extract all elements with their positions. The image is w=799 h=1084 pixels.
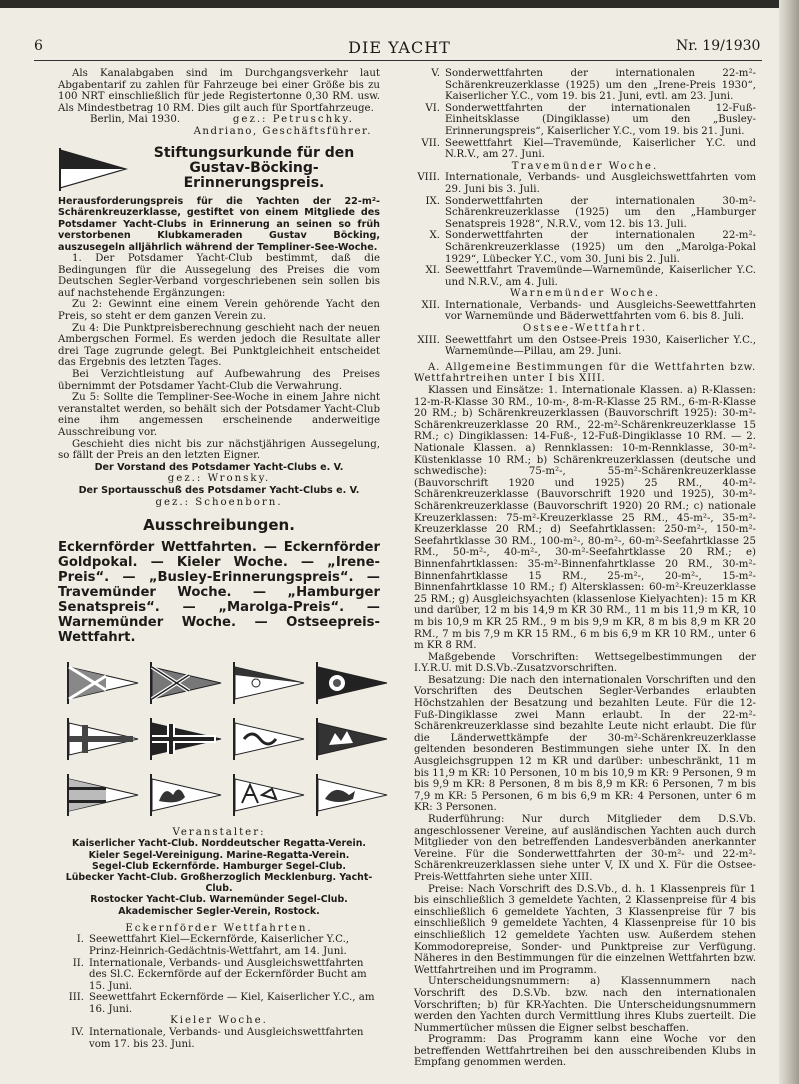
pennant-icon (315, 717, 390, 761)
list-item: III. Seewettfahrt Eckernförde — Kiel, Kaiserlicher Y.C., am 16. Juni. (68, 992, 375, 1015)
scan-right-edge (779, 0, 799, 1084)
pennant-icon (149, 773, 224, 817)
club-pennants (66, 661, 380, 817)
page-number: 6 (34, 38, 43, 54)
ausschreibungen-lead: Eckernförder Wettfahrten. — Eckernförder Goldpokal. — Kieler Woche. — „Irene-Preis“. — „Busley-Erinnerungspreis“. — Travemünder Woche. — „Hamburger Senatspreis“. — „Marolga-Preis“. — Warnemünder Woche. — Ostseepreis-Wettfahrt. (58, 539, 380, 645)
list-item: X. Sonderwettfahrten der internationalen 22-m²-Schärenkreuzerklasse (1925) um den „Marolga-Pokal 1929“, Lübecker Y.C., vom 30. Juni bis 2. Juli. (429, 230, 756, 265)
list-item: I. Seewettfahrt Kiel—Eckernförde, Kaiserlicher Y.C., Prinz-Heinrich-Gedächtnis-Wettfahrt, am 14. Juni. (76, 934, 350, 957)
issue-number: Nr. 19/1930 (676, 38, 761, 54)
scan-top-border (0, 0, 799, 8)
travemuende-heading: Travemünder Woche. (511, 160, 659, 172)
warnemuende-heading: Warnemünder Woche. (509, 288, 660, 300)
sportausschuss-signature: gez.: Schoenborn. (155, 496, 283, 508)
magazine-title: DIE YACHT (348, 38, 451, 57)
sportausschuss: Der Sportausschuß des Potsdamer Yacht-Clubs e. V. (78, 484, 360, 496)
organizer-line: Kaiserlicher Yacht-Club. Norddeutscher Regatta-Verein. (72, 838, 366, 850)
signature-petruschky: gez.: Petruschky. (232, 114, 354, 126)
general-rules-heading: A. Allgemeine Bestimmungen für die Wettfahrten bzw. Wettfahrtreihen unter I bis XIII. (414, 361, 756, 385)
pennant-icon (66, 717, 141, 761)
pennant-icon (66, 661, 141, 705)
veranstalter-heading: Veranstalter: (172, 826, 266, 838)
left-column (58, 68, 380, 1050)
governing-rules: Maßgebende Vorschriften: Wettsegelbestimmungen der I.Y.R.U. mit D.S.Vb.-Zusatzvorschriften. (414, 651, 756, 675)
vorstand: Der Vorstand des Potsdamer Yacht-Clubs e. V. (94, 461, 344, 473)
stiftung-p1: 1. Der Potsdamer Yacht-Club bestimmt, daß die Bedingungen für die Aussegelung des Preises die vom Deutschen Segler-Verband vorgeschriebenen sein sollen bis auf nachstehende Ergänzungen: (58, 253, 380, 299)
pennant-icon (232, 717, 307, 761)
kieler-woche-heading: Kieler Woche. (170, 1015, 268, 1027)
pennant-icon (232, 773, 307, 817)
organizer-line: Akademischer Segler-Verein, Rostock. (118, 905, 320, 917)
pennant-icon (149, 717, 224, 761)
list-item: XI. Seewettfahrt Travemünde—Warnemünde, Kaiserlicher Y.C. und N.R.V., am 4. Juli. (425, 265, 756, 288)
programme-note: Programm: Das Programm kann eine Woche vor den betreffenden Wettfahrtreihen bei den ausschreibenden Klubs in Empfang genommen werden. (414, 1034, 756, 1069)
organizer-line: Kieler Segel-Vereinigung. Marine-Regatta-Verein. (88, 849, 350, 861)
stiftung-header (58, 146, 380, 192)
helmsmanship-rules: Ruderführung: Nur durch Mitglieder dem D.S.Vb. angeschlossener Vereine, auf ausländischen Yachten auch durch Mitglieder von den betreffenden Landesverbänden anerkannter Vereine. Für die Sonderwettfahrten der 30-m²- und 22-m²-Schärenkreuzerklassen siehe unter V, IX und X. Für die Ostsee-Preis-Wettfahrten siehe unter XIII. (414, 814, 756, 883)
list-item: II. Internationale, Verbands- und Ausgleichswettfahrten des Sl.C. Eckernförde auf der Eckernförder Bucht am 15. Juni. (72, 957, 367, 992)
pennant-icon (315, 773, 390, 817)
pennant-icon (232, 661, 307, 705)
list-item: VI. Sonderwettfahrten der internationalen 12-Fuß-Einheitsklasse (Dingiklasse) um den „Busley-Erinnerungspreis“, Kaiserlicher Y.C., vom 19. bis 21. Juni. (425, 102, 756, 137)
pennant-icon (66, 773, 141, 817)
canal-fees-paragraph: Als Kanalabgaben sind im Durchgangsverkehr laut Abgabentarif zu zahlen für Fahrzeuge bei einer Größe bis zu 100 NRT einschließlich für jede Registertonne 0,30 RM. usw. Als Mindestbetrag 10 RM. Dies gilt auch für Sportfahrzeuge. (58, 68, 380, 114)
list-item: XIII. Seewettfahrt um den Ostsee-Preis 1930, Kaiserlicher Y.C., Warnemünde—Pillau, am 29. Juni. (417, 334, 756, 358)
section-heading-ausschreibungen: Ausschreibungen. (143, 516, 295, 535)
stiftung-p3: Zu 4: Die Punktpreisberechnung geschieht nach der neuen Ambergschen Formel. Es werden jedoch die Resultate aller drei Tage zugrunde gelegt. Bei Punktgleichheit entscheidet das Ergebnis des letzten Tages. (58, 322, 380, 369)
place-date: Berlin, Mai 1930. (90, 114, 181, 126)
signature-andriano: Andriano, Geschäftsführer. (193, 125, 372, 137)
list-item: V. Sonderwettfahrten der internationalen 22-m²-Schärenkreuzerklasse (1925) um den „Irene-Preis 1930“, Kaiserlicher Y.C., vom 19. bis 21. Juni, evtl. am 23. Juni. (431, 68, 756, 103)
stiftung-title: Stiftungsurkunde für den Gustav-Böcking-Erinnerungspreis. (153, 145, 355, 192)
pyc-pennant-icon (58, 146, 128, 192)
organizer-line: Segel-Club Eckernförde. Hamburger Segel-Club. (92, 860, 346, 872)
vorstand-signature: gez.: Wronsky. (167, 473, 271, 485)
list-item: IV. Internationale, Verbands- und Ausgleichswettfahrten vom 17. bis 23. Juni. (71, 1027, 364, 1050)
list-item: VII. Seewettfahrt Kiel—Travemünde, Kaiserlicher Y.C. und N.R.V., am 27. Juni. (421, 137, 756, 161)
sail-numbers-rules: Unterscheidungsnummern: a) Klassennummern nach Vorschrift des D.S.Vb. bzw. nach den internationalen Vorschriften; b) für KR-Yachten. Die Unterscheidungsnummern werden den Yachten durch Vermittlung ihres Klubs zuerteilt. Die Nummertücher müssen die Eigner selbst beschaffen. (414, 976, 756, 1034)
organizers-list (58, 838, 380, 916)
right-column (414, 68, 756, 1069)
list-item: IX. Sonderwettfahrten der internationalen 30-m²-Schärenkreuzerklasse (1925) um den „Hamburger Senatspreis 1928“, N.R.V., vom 12. bis 13. Juli. (425, 195, 756, 230)
ostsee-heading: Ostsee-Wettfahrt. (522, 323, 648, 335)
stiftung-lead: Herausforderungspreis für die Yachten der 22-m²-Schärenkreuzerklasse, gestiftet von einem Mitgliede des Potsdamer Yacht-Clubs in Erinnerung an seinen so früh verstorbenen Klubkameraden Gustav Böcking, auszusegeln alljährlich während der Templiner-See-Woche. (58, 195, 380, 253)
eckernfoerde-heading: Eckernförder Wettfahrten. (125, 922, 313, 934)
stiftung-p5: Zu 5: Sollte die Templiner-See-Woche in einem Jahre nicht veranstaltet werden, so behält sich der Potsdamer Yacht-Club eine ihm angemessen erscheinende anderweitige Ausschreibung vor. (58, 392, 380, 438)
organizer-line: Lübecker Yacht-Club. Großherzoglich Mecklenburg. Yacht-Club. (65, 871, 373, 895)
crew-rules: Besatzung: Die nach den internationalen Vorschriften und den Vorschriften des Deutschen Segler-Verbandes erlaubten Höchstzahlen der Besatzung und bezahlten Leute. Für die 12-Fuß-Dingiklasse zwei Mann erlaubt. In der 22-m²-Schärenkreuzerklasse sind bezahlte Leute nicht erlaubt. Die für die Länderwettkämpfe der 30-m²-Schärenkreuzerklasse geltenden besonderen Bestimmungen siehe unter IX. In den Ausgleichsgruppen 12 m KR und darüber: unbeschränkt, 11 m bis 11,9 m KR: 10 Personen, 10 m bis 10,9 m KR: 9 Personen, 9 m bis 9,9 m KR: 8 Personen, 8 m bis 8,9 m KR: 6 Personen, 7 m bis 7,9 m KR: 5 Personen, 6 m bis 6,9 m KR: 4 Personen, unter 6 m KR: 3 Personen. (414, 674, 756, 814)
list-item: VIII. Internationale, Verbands- und Ausgleichswettfahrten vom 29. Juni bis 3. Juli. (417, 172, 756, 195)
stiftung-p6: Geschieht dies nicht bis zur nächstjährigen Aussegelung, so fällt der Preis an den letzten Eigner. (58, 438, 380, 462)
pennant-icon (315, 661, 390, 705)
prizes-rules: Preise: Nach Vorschrift des D.S.Vb., d. h. 1 Klassenpreis für 1 bis einschließlich 3 gemeldete Yachten, 2 Klassenpreise für 4 bis einschließlich 6 gemeldete Yachten, 3 Klassenpreise für 7 bis einschließlich 9 gemeldete Yachten, 4 Klassenpreise für 10 bis einschließlich 12 gemeldete Yachten usw. Außerdem stehen Kommodorepreise, Sonder- und Punktpreise zur Verfügung. Näheres in den Bestimmungen für die einzelnen Wettfahrten bzw. Wettfahrtreihen und im Programm. (414, 883, 756, 976)
list-item: XII. Internationale, Verbands- und Ausgleichs-Seewettfahrten vor Warnemünde und Bäderwettfahrten vom 6. bis 8. Juli. (421, 299, 756, 323)
stiftung-p4: Bei Verzichtleistung auf Aufbewahrung des Preises übernimmt der Potsdamer Yacht-Club die Verwahrung. (58, 369, 380, 392)
header-rule (34, 60, 762, 61)
classes-and-fees: Klassen und Einsätze: 1. Internationale Klassen. a) R-Klassen: 12-m-R-Klasse 30 RM., 10-m-, 8-m-R-Klasse 25 RM., 6-m-R-Klasse 20 RM.; b) Schärenkreuzerklassen (Bauvorschrift 1925): 30-m²-Schärenkreuzerklasse 20 RM., 22-m²-Schärenkreuzerklasse 15 RM.; c) Dingiklassen: 14-Fuß-, 12-Fuß-Dingiklasse 10 RM. — 2. Nationale Klassen. a) Rennklassen: 10-m-Rennklasse, 30-m²-Küstenklasse 10 RM.; b) Schärenkreuzerklassen (deutsche und schwedische): 75-m²-, 55-m²-Schärenkreuzerklasse (Bauvorschrift 1920 und 1925) 25 RM., 40-m²-Schärenkreuzerklasse (Bauvorschrift 1920 und 1925), 30-m²-Schärenkreuzerklasse (Bauvorschrift 1920) 20 RM.; c) nationale Kreuzerklassen: 75-m²-Kreuzerklasse 25 RM., 45-m²-, 35-m²-Kreuzerklasse 20 RM.; d) Seefahrtklassen: 250-m²-, 150-m²-Seefahrtklasse 30 RM., 100-m²-, 80-m²-, 60-m²-Seefahrtklasse 25 RM., 50-m²-, 40-m²-, 30-m²-Seefahrtklasse 20 RM.; e) Binnenfahrtklassen: 35-m²-Binnenfahrtklasse 20 RM., 30-m²-Binnenfahrtklasse 15 RM., 25-m²-, 20-m²-, 15-m²-Binnenfahrtklasse 10 RM.; f) Altersklassen: 60-m²-Kreuzerklasse 25 RM.; g) Ausgleichsyachten (klassenlose Kielyachten): 15 m KR und darüber, 12 m bis 14,9 m KR 30 RM., 11 m bis 11,9 m KR, 10 m bis 10,9 m KR 25 RM., 9 m bis 9,9 m KR, 8 m bis 8,9 m KR 20 RM., 7 m bis 7,9 m KR 15 RM., 6 m bis 6,9 m KR 10 RM., unter 6 m KR 8 RM. (414, 385, 756, 652)
pennant-icon (149, 661, 224, 705)
organizer-line: Rostocker Yacht-Club. Warnemünder Segel-Club. (90, 894, 348, 906)
stiftung-p2: Zu 2: Gewinnt eine einem Verein gehörende Yacht den Preis, so steht er dem ganzen Verein zu. (58, 299, 380, 323)
